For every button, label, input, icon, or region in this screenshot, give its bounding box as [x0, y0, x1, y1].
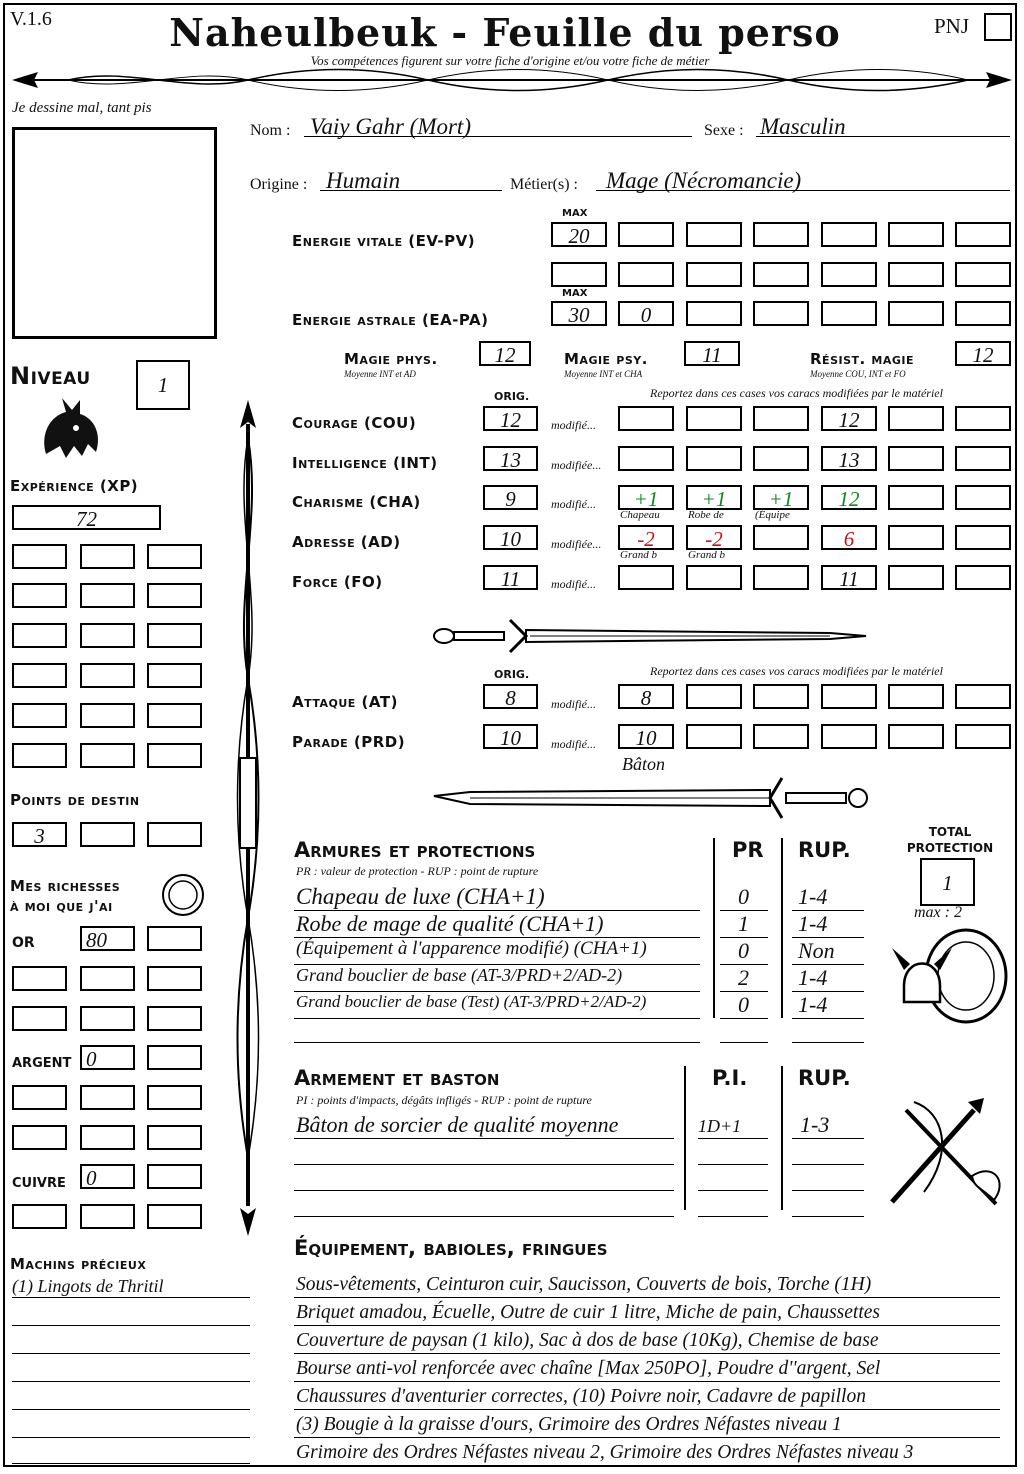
helmet-shield-icon: [890, 926, 1016, 1026]
ev-box-2[interactable]: [618, 222, 674, 247]
sexe-label: Sexe :: [704, 122, 744, 139]
resist-magie-value[interactable]: 12: [955, 341, 1011, 366]
machins-label: Machins précieux: [10, 1255, 147, 1273]
write-line: [792, 1018, 864, 1019]
write-line: [294, 1325, 1000, 1326]
write-line: [792, 1164, 864, 1165]
subtitle: Vos compétences figurent sur votre fiche d'origine et/ou votre fiche de métier: [310, 53, 710, 68]
origine-label: Origine :: [250, 176, 308, 193]
xp-grid-box-14[interactable]: [80, 703, 135, 728]
or-grid-box-4[interactable]: [12, 1006, 67, 1031]
cou-mod-box-1[interactable]: [618, 406, 674, 431]
armor-row-pr-4[interactable]: 2: [738, 965, 749, 990]
pnj-checkbox[interactable]: [984, 13, 1012, 41]
cha-mod-box-4[interactable]: 12: [821, 485, 877, 510]
int-modif-label: modifiée...: [551, 458, 602, 472]
write-line: [698, 1164, 768, 1165]
xp-grid-box-7[interactable]: [12, 623, 67, 648]
weapon-row-pi-1[interactable]: 1D+1: [698, 1116, 742, 1136]
ev-box-7[interactable]: [955, 222, 1011, 247]
armor-row-rup-2[interactable]: 1-4: [798, 911, 828, 936]
xp-grid-box-13[interactable]: [12, 703, 67, 728]
prd-mod-box-3[interactable]: [753, 724, 809, 749]
cha-mod-box-6[interactable]: [955, 485, 1011, 510]
machins-line: [12, 1409, 250, 1410]
or-grid-box-3[interactable]: [147, 966, 202, 991]
write-line: [294, 1190, 674, 1191]
fo-mod-box-5[interactable]: [888, 565, 944, 590]
ea-box-3[interactable]: [686, 301, 742, 326]
write-line: [720, 1018, 768, 1019]
write-line: [698, 1138, 768, 1139]
niveau-label: Niveau: [10, 362, 91, 390]
write-line: [792, 1042, 864, 1043]
ea-box-6[interactable]: [888, 301, 944, 326]
xp-grid-box-3[interactable]: [147, 544, 202, 569]
portrait-box[interactable]: [12, 127, 217, 339]
prd-modif-label: modifié...: [551, 737, 596, 751]
destin-label: Points de destin: [10, 791, 140, 809]
armor-row-rup-4[interactable]: 1-4: [798, 965, 828, 990]
cha-mod-box-5[interactable]: [888, 485, 944, 510]
argent-grid-box-2[interactable]: [80, 1085, 135, 1110]
int-mod-box-1[interactable]: [618, 446, 674, 471]
write-line: [294, 1297, 1000, 1298]
destin-box-3[interactable]: [147, 822, 202, 847]
xp-grid-box-16[interactable]: [12, 743, 67, 768]
fo-mod-box-1[interactable]: [618, 565, 674, 590]
fo-orig-value[interactable]: 11: [483, 565, 538, 590]
nom-value[interactable]: Vaiy Gahr (Mort): [310, 114, 471, 139]
weapons-note: PI : points d'impacts, dégâts infligés - RUP : point de rupture: [296, 1093, 592, 1107]
write-line: [294, 1353, 1000, 1354]
weapon-rup-header: RUP.: [798, 1066, 851, 1090]
armor-note: PR : valeur de protection - RUP : point de rupture: [296, 864, 539, 878]
xp-grid-box-2[interactable]: [80, 544, 135, 569]
page-title: Naheulbeuk - Feuille du perso: [169, 10, 841, 55]
cuivre-grid-box-2[interactable]: [80, 1204, 135, 1229]
ev-box-row2-1[interactable]: [551, 262, 607, 287]
portrait-caption: Je dessine mal, tant pis: [12, 100, 152, 116]
destin-value[interactable]: 3: [12, 822, 67, 847]
ad-mod-box-1[interactable]: -2: [618, 525, 674, 550]
prd-mod-box-5[interactable]: [888, 724, 944, 749]
nom-label: Nom :: [250, 122, 291, 139]
xp-grid-box-15[interactable]: [147, 703, 202, 728]
magie-phys-value[interactable]: 12: [479, 341, 531, 366]
argent-label: ARGENT: [12, 1056, 72, 1071]
ad-modif-label: modifiée...: [551, 537, 602, 551]
xp-grid-box-18[interactable]: [147, 743, 202, 768]
xp-grid-box-1[interactable]: [12, 544, 67, 569]
xp-grid-box-17[interactable]: [80, 743, 135, 768]
at-label: Attaque (AT): [292, 693, 398, 711]
armor-row-name-2[interactable]: Robe de mage de qualité (CHA+1): [296, 911, 604, 936]
xp-grid-box-8[interactable]: [80, 623, 135, 648]
pi-header: P.I.: [712, 1066, 748, 1090]
max-protection-note: max : 2: [914, 904, 962, 921]
prd-mod-box-4[interactable]: [821, 724, 877, 749]
argent-grid-box-3[interactable]: [147, 1085, 202, 1110]
ev-box-row2-3[interactable]: [686, 262, 742, 287]
ad-mod-box-4[interactable]: 6: [821, 525, 877, 550]
cuivre-grid-box-3[interactable]: [147, 1204, 202, 1229]
orig-label: ORIG.: [494, 390, 530, 403]
ad-orig-value[interactable]: 10: [483, 525, 538, 550]
ev-box-row2-4[interactable]: [753, 262, 809, 287]
argent-box-2[interactable]: [147, 1045, 202, 1070]
ev-label: Energie vitale (EV-PV): [292, 232, 476, 250]
resist-magie-label: Résist. magie: [810, 350, 915, 368]
armor-title: Armures et protections: [294, 838, 536, 862]
write-line: [294, 1164, 674, 1165]
armor-row-name-5[interactable]: Grand bouclier de base (Test) (AT-3/PRD+2/AD-2): [296, 992, 647, 1011]
prd-mod-box-1[interactable]: 10: [618, 724, 674, 749]
fo-mod-box-2[interactable]: [686, 565, 742, 590]
argent-grid-box-4[interactable]: [12, 1125, 67, 1150]
magie-psy-note: Moyenne INT et CHA: [564, 369, 643, 379]
report-note: Reportez dans ces cases vos caracs modifiées par le matériel: [650, 386, 943, 400]
cha-modif-label: modifié...: [551, 497, 596, 511]
ad-label: Adresse (AD): [292, 533, 401, 551]
total-protection-value[interactable]: 1: [920, 858, 975, 906]
xp-grid-box-4[interactable]: [12, 583, 67, 608]
ad-mod-note-1: Grand b: [620, 549, 657, 561]
armor-row-rup-5[interactable]: 1-4: [798, 992, 828, 1017]
ev-box-4[interactable]: [753, 222, 809, 247]
coin-icon: [160, 872, 206, 918]
cou-orig-value[interactable]: 12: [483, 406, 538, 431]
write-line: [698, 1216, 768, 1217]
destin-box-2[interactable]: [80, 822, 135, 847]
write-line: [698, 1190, 768, 1191]
ev-box-3[interactable]: [686, 222, 742, 247]
ad-mod-box-5[interactable]: [888, 525, 944, 550]
armor-row-pr-1[interactable]: 0: [738, 884, 749, 909]
prd-mod-box-2[interactable]: [686, 724, 742, 749]
machins-line: [12, 1297, 250, 1298]
armor-row-pr-2[interactable]: 1: [738, 911, 749, 936]
ad-mod-box-3[interactable]: [753, 525, 809, 550]
ea-box-2[interactable]: 0: [618, 301, 674, 326]
armor-row-rup-1[interactable]: 1-4: [798, 884, 828, 909]
write-line: [294, 1409, 1000, 1410]
prd-mod-note: Bâton: [622, 754, 665, 774]
ev-box-1[interactable]: 20: [551, 222, 607, 247]
machins-line: [12, 1353, 250, 1354]
or-grid-box-2[interactable]: [80, 966, 135, 991]
cha-mod-box-3[interactable]: +1: [753, 485, 809, 510]
xp-grid-box-5[interactable]: [80, 583, 135, 608]
cou-label: Courage (COU): [292, 414, 417, 432]
equipment-title: Équipement, babioles, fringues: [294, 1236, 608, 1260]
machins-line: [12, 1437, 250, 1438]
cuivre-value[interactable]: 0: [80, 1164, 135, 1189]
cou-mod-box-5[interactable]: [888, 406, 944, 431]
origine-value[interactable]: Humain: [326, 168, 401, 193]
combat-orig-label: ORIG.: [494, 668, 530, 681]
richesses-label: Mes richesses à moi que j'ai: [10, 877, 121, 915]
at-mod-box-3[interactable]: [753, 684, 809, 709]
at-mod-box-2[interactable]: [686, 684, 742, 709]
cha-mod-note-2: Robe de: [688, 509, 724, 521]
write-line: [294, 1018, 700, 1019]
fo-mod-box-4[interactable]: 11: [821, 565, 877, 590]
argent-value[interactable]: 0: [80, 1045, 135, 1070]
cou-mod-box-4[interactable]: 12: [821, 406, 877, 431]
version-label: V.1.6: [10, 8, 52, 30]
machins-line: [12, 1463, 250, 1464]
xp-value[interactable]: 72: [12, 505, 161, 530]
ev-box-6[interactable]: [888, 222, 944, 247]
machins-line: [12, 1325, 250, 1326]
xp-label: Expérience (XP): [10, 477, 139, 495]
int-mod-box-3[interactable]: [753, 446, 809, 471]
armor-row-rup-3[interactable]: Non: [798, 938, 835, 963]
cuivre-label: CUIVRE: [12, 1176, 66, 1191]
write-line: [294, 1138, 674, 1139]
magie-phys-label: Magie phys.: [344, 350, 438, 368]
ev-max-label: MAX: [562, 208, 588, 219]
cou-mod-box-2[interactable]: [686, 406, 742, 431]
weapons-title: Armement et baston: [294, 1066, 500, 1090]
ea-box-4[interactable]: [753, 301, 809, 326]
ev-box-row2-7[interactable]: [955, 262, 1011, 287]
ea-max-label: MAX: [562, 288, 588, 299]
or-value[interactable]: 80: [80, 926, 135, 951]
cha-orig-value[interactable]: 9: [483, 485, 538, 510]
write-line: [792, 1138, 864, 1139]
sword-bottom-illustration: [430, 774, 870, 824]
argent-grid-box-5[interactable]: [80, 1125, 135, 1150]
rup-header: RUP.: [798, 838, 851, 862]
cha-mod-box-2[interactable]: +1: [686, 485, 742, 510]
equipment-line-6[interactable]: (3) Bougie à la graisse d'ours, Grimoire des Ordres Néfastes niveau 1: [296, 1414, 842, 1435]
at-mod-box-4[interactable]: [821, 684, 877, 709]
argent-grid-box-1[interactable]: [12, 1085, 67, 1110]
ea-box-1[interactable]: 30: [551, 301, 607, 326]
weapon-row-rup-1[interactable]: 1-3: [800, 1112, 830, 1137]
write-line: [792, 1190, 864, 1191]
or-label: OR: [12, 935, 35, 951]
argent-grid-box-6[interactable]: [147, 1125, 202, 1150]
ad-mod-note-2: Grand b: [688, 549, 725, 561]
fo-label: Force (FO): [292, 573, 383, 591]
cuivre-box-2[interactable]: [147, 1164, 202, 1189]
equipment-line-1[interactable]: Sous-vêtements, Ceinturon cuir, Saucisson, Couverts de bois, Torche (1H): [296, 1274, 872, 1295]
spear-illustration: [226, 398, 270, 1238]
write-line: [294, 1437, 1000, 1438]
or-grid-box-1[interactable]: [12, 966, 67, 991]
int-mod-box-2[interactable]: [686, 446, 742, 471]
int-orig-value[interactable]: 13: [483, 446, 538, 471]
xp-grid-box-11[interactable]: [80, 663, 135, 688]
pr-header: PR: [732, 838, 764, 862]
sword-top-illustration: [430, 614, 870, 658]
resist-magie-note: Moyenne COU, INT et FO: [810, 369, 906, 379]
machins-value[interactable]: (1) Lingots de Thritil: [12, 1276, 164, 1296]
write-line: [294, 1216, 674, 1217]
at-modif-label: modifié...: [551, 697, 596, 711]
equipment-line-5[interactable]: Chaussures d'aventurier correctes, (10) Poivre noir, Cadavre de papillon: [296, 1386, 866, 1407]
ev-box-row2-2[interactable]: [618, 262, 674, 287]
weapons-icon: [884, 1092, 1014, 1218]
ad-mod-box-2[interactable]: -2: [686, 525, 742, 550]
write-line: [720, 1042, 768, 1043]
magie-phys-note: Moyenne INT et AD: [344, 369, 416, 379]
xp-grid-box-10[interactable]: [12, 663, 67, 688]
ea-box-7[interactable]: [955, 301, 1011, 326]
ea-box-5[interactable]: [821, 301, 877, 326]
equipment-line-7[interactable]: Grimoire des Ordres Néfastes niveau 2, Grimoire des Ordres Néfastes niveau 3: [296, 1442, 914, 1463]
pnj-label: PNJ: [934, 14, 970, 38]
magie-psy-value[interactable]: 11: [684, 341, 740, 366]
fo-modif-label: modifié...: [551, 577, 596, 591]
total-protection-label: TOTAL PROTECTION: [906, 825, 994, 855]
weapon-row-name-1[interactable]: Bâton de sorcier de qualité moyenne: [296, 1112, 619, 1137]
magie-psy-label: Magie psy.: [564, 350, 648, 368]
at-mod-box-5[interactable]: [888, 684, 944, 709]
at-mod-box-1[interactable]: 8: [618, 684, 674, 709]
sexe-value[interactable]: Masculin: [760, 114, 846, 139]
combat-report-note: Reportez dans ces cases vos caracs modifiées par le matériel: [650, 664, 943, 678]
cha-label: Charisme (CHA): [292, 493, 421, 511]
write-line: [792, 1216, 864, 1217]
cha-mod-note-3: (Équipe: [755, 509, 790, 521]
write-line: [294, 1465, 1000, 1466]
machins-line: [12, 1381, 250, 1382]
ea-label: Energie astrale (EA-PA): [292, 311, 489, 329]
ad-mod-box-6[interactable]: [955, 525, 1011, 550]
equipment-line-3[interactable]: Couverture de paysan (1 kilo), Sac à dos de base (10Kg), Chemise de base: [296, 1330, 879, 1351]
armor-row-pr-3[interactable]: 0: [738, 938, 749, 963]
or-grid-box-6[interactable]: [147, 1006, 202, 1031]
metier-value[interactable]: Mage (Nécromancie): [606, 168, 802, 193]
ev-box-row2-5[interactable]: [821, 262, 877, 287]
armor-row-name-3[interactable]: (Équipement à l'apparence modifié) (CHA+1): [296, 938, 647, 959]
xp-grid-box-9[interactable]: [147, 623, 202, 648]
or-grid-box-5[interactable]: [80, 1006, 135, 1031]
armor-row-name-4[interactable]: Grand bouclier de base (AT-3/PRD+2/AD-2): [296, 965, 623, 985]
cou-mod-box-6[interactable]: [955, 406, 1011, 431]
at-mod-box-6[interactable]: [955, 684, 1011, 709]
cuivre-grid-box-1[interactable]: [12, 1204, 67, 1229]
write-line: [294, 1381, 1000, 1382]
dragon-icon: [36, 394, 106, 466]
cou-modif-label: modifié...: [551, 418, 596, 432]
equipment-line-4[interactable]: Bourse anti-vol renforcée avec chaîne [Max 250PO], Poudre d''argent, Sel: [296, 1358, 881, 1379]
fo-mod-box-3[interactable]: [753, 565, 809, 590]
equipment-line-2[interactable]: Briquet amadou, Écuelle, Outre de cuir 1 litre, Miche de pain, Chaussettes: [296, 1302, 880, 1323]
prd-label: Parade (PRD): [292, 733, 406, 751]
metier-label: Métier(s) :: [510, 176, 578, 193]
ev-box-row2-6[interactable]: [888, 262, 944, 287]
armor-row-pr-5[interactable]: 0: [738, 992, 749, 1017]
cha-mod-box-1[interactable]: +1: [618, 485, 674, 510]
int-mod-box-5[interactable]: [888, 446, 944, 471]
at-orig-value[interactable]: 8: [483, 684, 538, 709]
prd-orig-value[interactable]: 10: [483, 724, 538, 749]
int-label: Intelligence (INT): [292, 454, 438, 472]
armor-row-name-1[interactable]: Chapeau de luxe (CHA+1): [296, 884, 545, 909]
fo-mod-box-6[interactable]: [955, 565, 1011, 590]
xp-grid-box-12[interactable]: [147, 663, 202, 688]
write-line: [294, 1042, 700, 1043]
int-mod-box-6[interactable]: [955, 446, 1011, 471]
or-box-2[interactable]: [147, 926, 202, 951]
niveau-value[interactable]: 1: [136, 360, 190, 410]
int-mod-box-4[interactable]: 13: [821, 446, 877, 471]
cou-mod-box-3[interactable]: [753, 406, 809, 431]
cha-mod-note-1: Chapeau: [620, 509, 660, 521]
vine-divider: [8, 66, 1016, 94]
ev-box-5[interactable]: [821, 222, 877, 247]
xp-grid-box-6[interactable]: [147, 583, 202, 608]
prd-mod-box-6[interactable]: [955, 724, 1011, 749]
